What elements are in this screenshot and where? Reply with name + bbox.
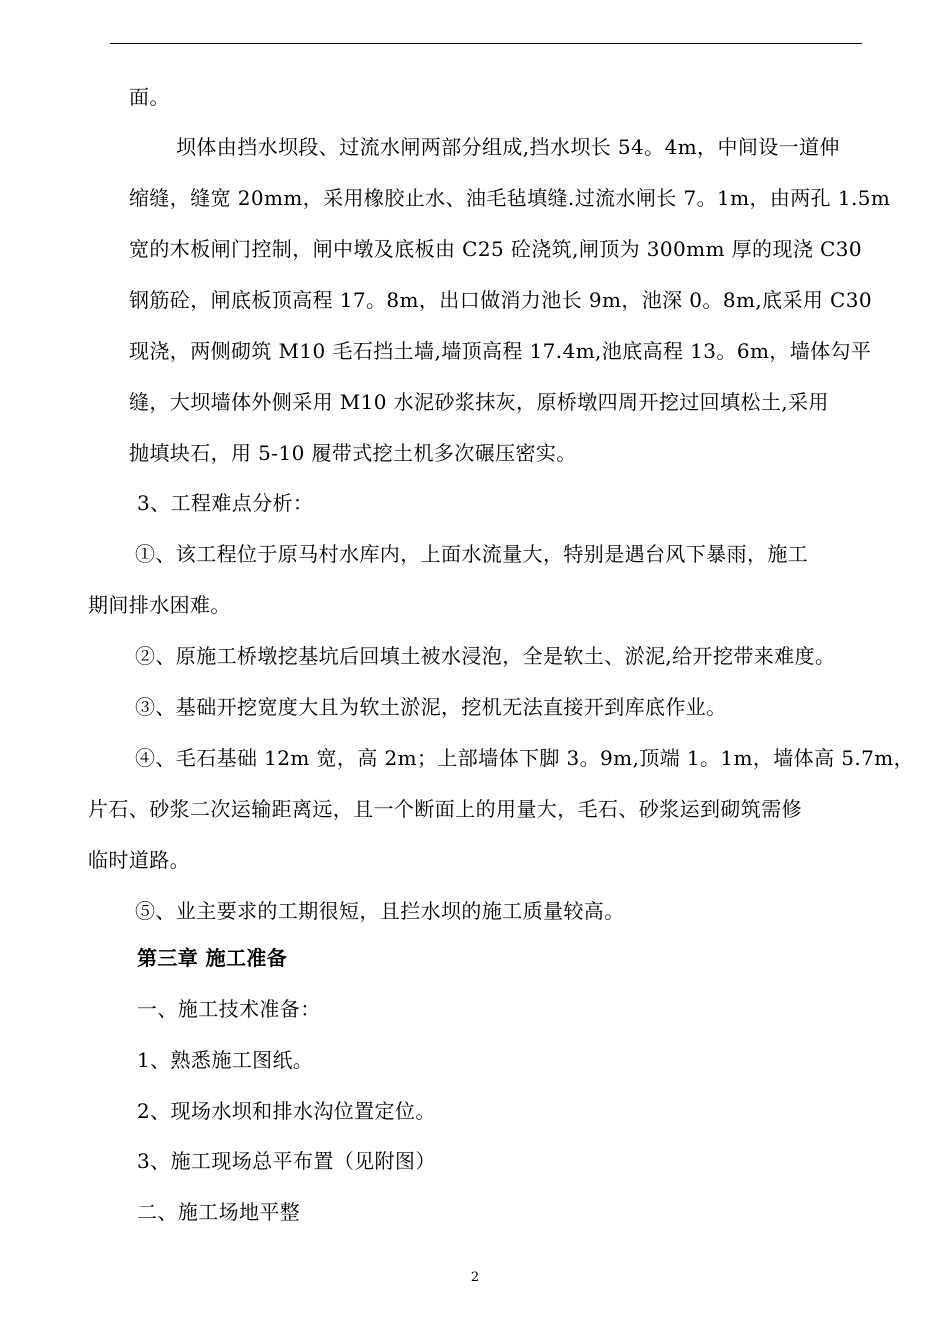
chapter-title: 第三章 施工准备 (137, 946, 288, 970)
text-line: 坝体由挡水坝段、过流水闸两部分组成,挡水坝长 54。4m，中间设一道伸 (176, 135, 840, 159)
difficulty-item-2: ②、原施工桥墩挖基坑后回填土被水浸泡，全是软土、淤泥,给开挖带来难度。 (135, 644, 836, 668)
page-number: 2 (470, 1270, 480, 1285)
section-heading-difficulties: 3、工程难点分析： (137, 491, 314, 515)
difficulty-item-3: ③、基础开挖宽度大且为软土淤泥，挖机无法直接开到库底作业。 (135, 695, 727, 719)
text-line: 片石、砂浆二次运输距离远，且一个断面上的用量大，毛石、砂浆运到砌筑需修 (88, 797, 802, 821)
text-line: 期间排水困难。 (88, 593, 231, 617)
list-item: 2、现场水坝和排水沟位置定位。 (137, 1099, 436, 1123)
text-line: 钢筋砼，闸底板顶高程 17。8m，出口做消力池长 9m，池深 0。8m,底采用 C30 (129, 288, 872, 312)
text-line: ④、毛石基础 12m 宽，高 2m；上部墙体下脚 3。9m,顶端 1。1m，墙体高 5.7m， (135, 746, 915, 770)
difficulty-item-4 (88, 733, 915, 886)
difficulty-item-1 (88, 529, 840, 631)
header-rule (110, 43, 862, 44)
text-line: 缩缝，缝宽 20mm，采用橡胶止水、油毛毡填缝.过流水闸长 7。1m，由两孔 1.5m (129, 186, 891, 210)
list-item: 3、施工现场总平布置（见附图） (137, 1149, 436, 1173)
section-heading-site-leveling: 二、施工场地平整 (137, 1200, 301, 1224)
text-line: 抛填块石，用 5-10 履带式挖土机多次碾压密实。 (129, 441, 577, 465)
list-item: 1、熟悉施工图纸。 (137, 1048, 314, 1072)
difficulty-item-5: ⑤、业主要求的工期很短，且拦水坝的施工质量较高。 (135, 899, 625, 923)
paragraph-continuation: 面。 (129, 85, 170, 109)
text-line: 宽的木板闸门控制，闸中墩及底板由 C25 砼浇筑,闸顶为 300mm 厚的现浇 C30 (129, 237, 862, 261)
text-line: 现浇，两侧砌筑 M10 毛石挡土墙,墙顶高程 17.4m,池底高程 13。6m，墙体勾平 (129, 339, 872, 363)
text-line: 缝，大坝墙体外侧采用 M10 水泥砂浆抹灰，原桥墩四周开挖过回填松土,采用 (129, 390, 829, 414)
text-line: ①、该工程位于原马村水库内，上面水流量大，特别是遇台风下暴雨，施工 (135, 542, 809, 566)
paragraph-dam-description (129, 122, 891, 479)
section-heading-tech-prep: 一、施工技术准备： (137, 997, 321, 1021)
text-line: 临时道路。 (88, 848, 190, 872)
